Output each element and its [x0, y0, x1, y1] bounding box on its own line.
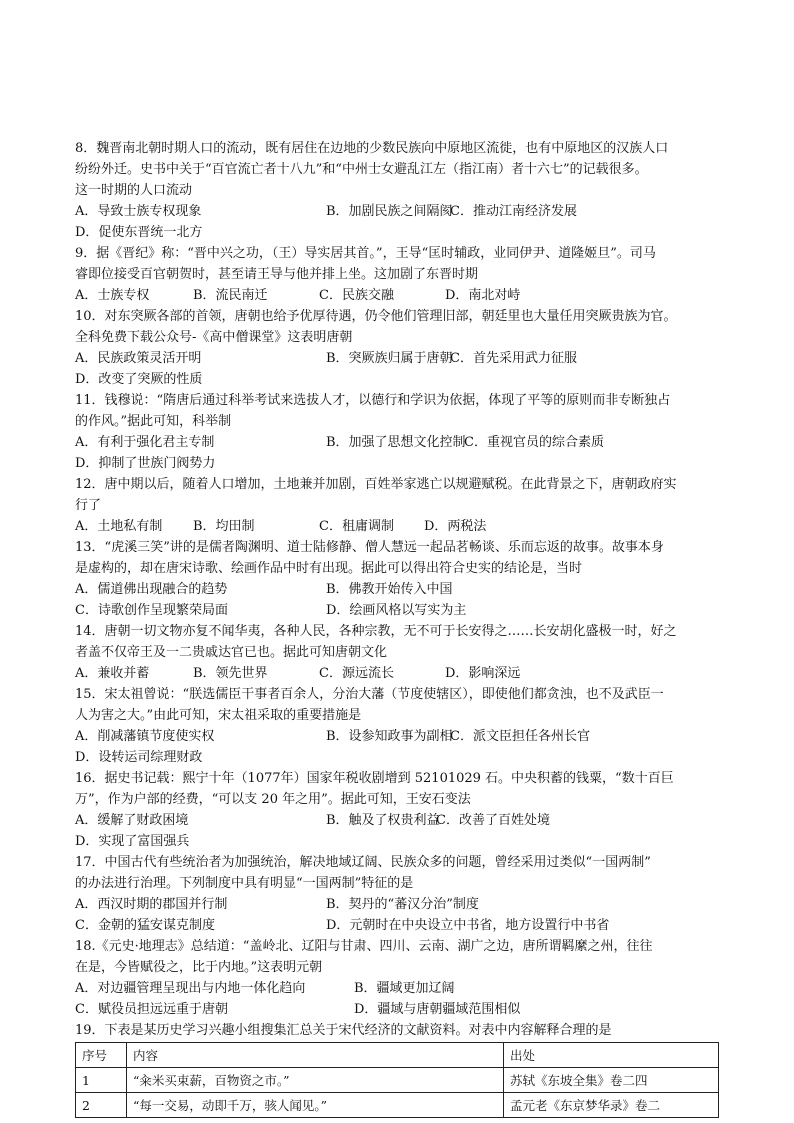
answer-option: B．契丹的“蕃汉分治”制度: [326, 897, 479, 912]
options-row: [75, 348, 725, 369]
answer-option: D．元朝时在中央设立中书省，地方设置行中书省: [326, 918, 610, 933]
answer-option: D．抑制了世族门阀势力: [75, 456, 216, 471]
answer-option: B．加剧民族之间隔阂: [326, 204, 453, 219]
question-stem-line: 18.《元史·地理志》总结道：“盖岭北、辽阳与甘肃、四川、云南、湖广之边，唐所谓羁縻之州，往往: [75, 939, 653, 954]
question-stem-line: 19．下表是某历史学习兴趣小组搜集汇总关于宋代经济的文献资料。对表中内容解释合理的是: [75, 1023, 612, 1038]
question-stem-line: 睿即位接受百官朝贺时，甚至请王导与他并排上坐。这加剧了东晋时期: [75, 267, 479, 282]
answer-option: A．削减藩镇节度使实权: [75, 729, 215, 744]
answer-option: A．土地私有制: [75, 519, 163, 534]
question-stem-line: 14．唐朝一切文物亦复不闻华夷，各种人民，各种宗教，无不可于长安得之……长安胡化盛极一时，好之: [75, 624, 677, 639]
answer-option: A．士族专权: [75, 288, 150, 303]
answer-option: D．实现了富国强兵: [75, 834, 190, 849]
answer-option: C．改善了百姓处境: [436, 813, 550, 828]
cell-index: 1: [76, 1068, 127, 1093]
question-block: [75, 243, 725, 306]
economic-sources-table: [75, 1042, 719, 1118]
answer-option: D．改变了突厥的性质: [75, 372, 203, 387]
question-block: [75, 684, 725, 768]
options-row: [75, 747, 725, 768]
question-block: [75, 936, 725, 1020]
options-row: [75, 831, 725, 852]
question-block: [75, 621, 725, 684]
options-row: [75, 201, 725, 222]
question-stem-line: 人为害之大。”由此可知，宋太祖采取的重要措施是: [75, 708, 362, 723]
answer-option: A．儒道佛出现融合的趋势: [75, 582, 228, 597]
answer-option: D．绘画风格以写实为主: [326, 603, 467, 618]
answer-option: B．流民南迁: [193, 288, 268, 303]
answer-option: B．领先世界: [193, 666, 268, 681]
options-row: [75, 600, 725, 621]
answer-option: C．源远流长: [319, 666, 394, 681]
answer-option: C．重视官员的综合素质: [464, 435, 604, 450]
question-stem-line: 行了: [75, 498, 102, 513]
options-row: [75, 894, 725, 915]
question-stem-line: 是虚构的，却在唐宋诗歌、绘画作品中时有出现。据此可以得出符合史实的结论是，当时: [75, 561, 583, 576]
answer-option: C．赋役员担远远重于唐朝: [75, 1002, 228, 1017]
header-content: 内容: [127, 1043, 504, 1068]
question-stem-line: 10．对东突厥各部的首领，唐朝也给予优厚待遇，仍令他们管理旧部，朝廷里也大量任用突厥贵族为官。: [75, 309, 677, 324]
question-block: [75, 1020, 725, 1041]
question-block: [75, 852, 725, 936]
options-row: [75, 432, 725, 453]
answer-option: D．影响深远: [445, 666, 521, 681]
answer-option: D．设转运司综理财政: [75, 750, 203, 765]
answer-option: A．有利于强化君主专制: [75, 435, 215, 450]
answer-option: C．民族交融: [319, 288, 394, 303]
options-row: [75, 453, 725, 474]
answer-option: D．两税法: [424, 519, 487, 534]
answer-option: B．突厥族归属于唐朝: [326, 351, 453, 366]
question-stem-line: 纷纷外迁。史书中关于“百官流亡者十八九”和“中州士女避乱江左（指江南）者十六七”的记载很多。: [75, 162, 648, 177]
options-row: [75, 285, 725, 306]
answer-option: B．疆域更加辽阔: [354, 981, 455, 996]
answer-option: B．佛教开始传入中国: [326, 582, 453, 597]
question-stem-line: 11．钱穆说：“隋唐后通过科举考试来选拔人才，以德行和学识为依据，体现了平等的原则而非专断独占: [75, 393, 671, 408]
answer-option: B．设参知政事为副相: [326, 729, 453, 744]
question-stem-line: 13．“虎溪三笑”讲的是儒者陶渊明、道士陆修静、僧人慧远一起品茗畅谈、乐而忘返的故事。故事本身: [75, 540, 664, 555]
answer-option: A．导致士族专权现象: [75, 204, 202, 219]
options-row: [75, 810, 725, 831]
answer-option: B．均田制: [193, 519, 255, 534]
answer-option: D．促使东晋统一北方: [75, 225, 203, 240]
exam-page: [75, 138, 725, 1118]
options-row: [75, 516, 725, 537]
options-row: [75, 978, 725, 999]
cell-source: 孟元老《东京梦华录》卷二: [504, 1093, 719, 1118]
options-row: [75, 222, 725, 243]
question-stem-line: 9．据《晋纪》称：“晋中兴之功，（王）导实居其首。”，王导“匡时辅政，业同伊尹、道隆姬旦”。司马: [75, 246, 656, 261]
question-stem-line: 12．唐中期以后，随着人口增加，土地兼并加剧，百姓举家逃亡以规避赋税。在此背景之下，唐朝政府实: [75, 477, 677, 492]
answer-option: C．派文臣担任各州长官: [450, 729, 590, 744]
cell-content: “每一交易，动即千万，骇人闻见。”: [127, 1093, 504, 1118]
options-row: [75, 579, 725, 600]
answer-option: B．触及了权贵利益: [326, 813, 440, 828]
options-row: [75, 999, 725, 1020]
question-block: [75, 390, 725, 474]
table-row: [76, 1093, 719, 1118]
question-list: [75, 138, 725, 1041]
question-stem-line: 17．中国古代有些统治者为加强统治，解决地域辽阔、民族众多的问题，曾经采用过类似“一国两制”: [75, 855, 651, 870]
options-row: [75, 726, 725, 747]
answer-option: D．疆域与唐朝疆域范围相似: [354, 1002, 521, 1017]
answer-option: A．西汉时期的郡国并行制: [75, 897, 228, 912]
options-row: [75, 915, 725, 936]
question-block: [75, 537, 725, 621]
answer-option: C．首先采用武力征服: [450, 351, 577, 366]
answer-option: C．租庸调制: [319, 519, 394, 534]
cell-source: 苏轼《东坡全集》卷二四: [504, 1068, 719, 1093]
header-index: 序号: [76, 1043, 127, 1068]
answer-option: B．加强了思想文化控制: [326, 435, 466, 450]
question-stem-line: 的作风。”据此可知，科举制: [75, 414, 232, 429]
options-row: [75, 369, 725, 390]
answer-option: C．推动江南经济发展: [450, 204, 577, 219]
question-stem-line: 万”，作为户部的经费，“可以支 20 年之用”。据此可知，王安石变法: [75, 792, 471, 807]
cell-index: 2: [76, 1093, 127, 1118]
answer-option: C．诗歌创作呈现繁荣局面: [75, 603, 228, 618]
question-stem-line: 16．据史书记载：熙宁十年（1077年）国家年税收剧增到 52101029 石。中央积蓄的钱粟，“数十百巨: [75, 771, 674, 786]
question-stem-line: 这一时期的人口流动: [75, 183, 193, 198]
answer-option: A．对边疆管理呈现出与内地一体化趋向: [75, 981, 306, 996]
cell-content: “籴米买束薪，百物资之市。”: [127, 1068, 504, 1093]
answer-option: A．缓解了财政困境: [75, 813, 189, 828]
header-source: 出处: [504, 1043, 719, 1068]
question-stem-line: 15．宋太祖曾说：“朕选儒臣干事者百余人，分治大藩（节度使辖区），即使他们都贪浊，也不及武臣一: [75, 687, 664, 702]
question-block: [75, 768, 725, 852]
question-block: [75, 138, 725, 243]
answer-option: A．民族政策灵活开明: [75, 351, 202, 366]
answer-option: C．金朝的猛安谋克制度: [75, 918, 215, 933]
answer-option: D．南北对峙: [445, 288, 521, 303]
question-stem-line: 的办法进行治理。下列制度中具有明显“一国两制”特征的是: [75, 876, 414, 891]
question-stem-line: 在是，今皆赋役之，比于内地。”这表明元朝: [75, 960, 323, 975]
table-row: [76, 1068, 719, 1093]
question-block: [75, 306, 725, 390]
answer-option: A．兼收并蓄: [75, 666, 150, 681]
question-stem-line: 8．魏晋南北朝时期人口的流动，既有居住在边地的少数民族向中原地区流徙，也有中原地区的汉族人口: [75, 141, 669, 156]
question-stem-line: 者盖不仅帝王及一二贵戚达官已也。据此可知唐朝文化: [75, 645, 388, 660]
options-row: [75, 663, 725, 684]
question-stem-line: 全科免费下载公众号-《高中僧课堂》这表明唐朝: [75, 330, 353, 345]
table-header-row: [76, 1043, 719, 1068]
question-block: [75, 474, 725, 537]
